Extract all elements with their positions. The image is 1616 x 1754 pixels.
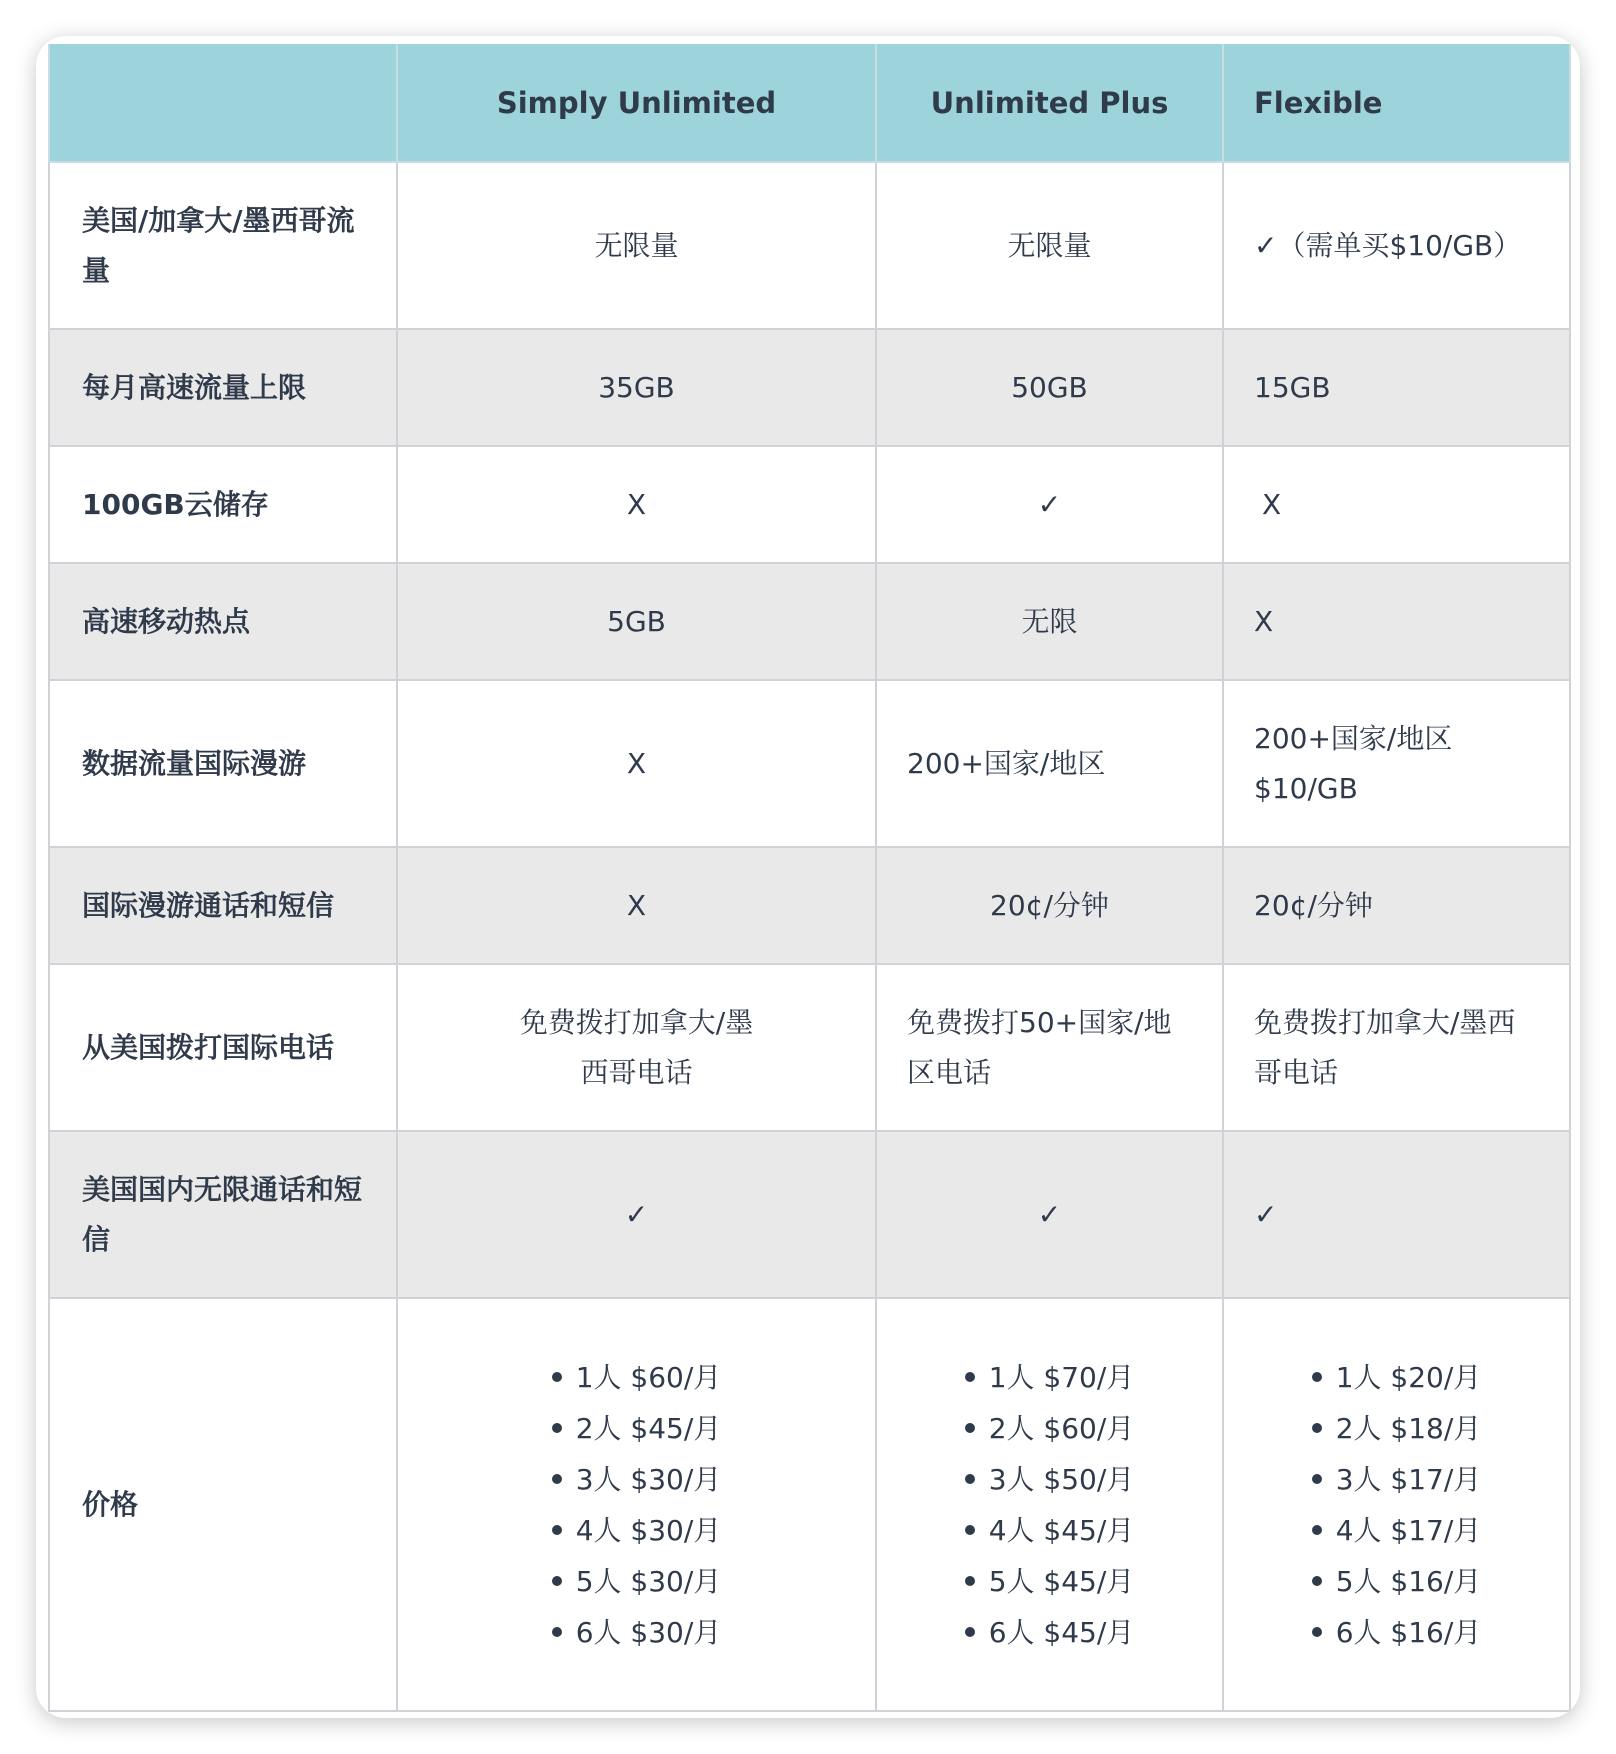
bullet-icon [552, 1372, 562, 1382]
row-label: 国际漫游通话和短信 [49, 847, 397, 964]
price-text: 4人 $30/月 [575, 1513, 722, 1547]
price-text: 1人 $20/月 [1335, 1360, 1482, 1394]
cell-flexible: 15GB [1223, 329, 1570, 446]
price-cell-simply-unlimited [397, 1298, 876, 1711]
row-label: 每月高速流量上限 [49, 329, 397, 446]
price-item [965, 1352, 1135, 1403]
price-list [552, 1352, 722, 1658]
bullet-icon [1312, 1627, 1322, 1637]
price-text: 6人 $30/月 [575, 1615, 722, 1649]
price-text: 2人 $60/月 [988, 1411, 1135, 1445]
bullet-icon [552, 1627, 562, 1637]
price-item [552, 1352, 722, 1403]
table-row [49, 964, 1570, 1131]
table-row [49, 847, 1570, 964]
price-item [965, 1403, 1135, 1454]
bullet-icon [965, 1474, 975, 1484]
table-row [49, 563, 1570, 680]
cell-flexible: 20¢/分钟 [1223, 847, 1570, 964]
row-label: 高速移动热点 [49, 563, 397, 680]
price-text: 1人 $60/月 [575, 1360, 722, 1394]
bullet-icon [965, 1627, 975, 1637]
price-text: 2人 $18/月 [1335, 1411, 1482, 1445]
price-text: 5人 $16/月 [1335, 1564, 1482, 1598]
cell-simply-unlimited: 35GB [397, 329, 876, 446]
row-label: 数据流量国际漫游 [49, 680, 397, 847]
header-flexible: Flexible [1223, 44, 1570, 162]
row-label: 从美国拨打国际电话 [49, 964, 397, 1131]
price-text: 6人 $16/月 [1335, 1615, 1482, 1649]
cell-flexible: X [1223, 446, 1570, 563]
price-text: 3人 $17/月 [1335, 1462, 1482, 1496]
bullet-icon [552, 1423, 562, 1433]
cell-flexible: X [1223, 563, 1570, 680]
row-label: 美国国内无限通话和短信 [49, 1131, 397, 1298]
table-row [49, 1131, 1570, 1298]
row-label: 价格 [49, 1298, 397, 1711]
cell-simply-unlimited: X [397, 680, 876, 847]
table-row [49, 329, 1570, 446]
header-simply-unlimited: Simply Unlimited [397, 44, 876, 162]
cell-flexible: ✓ [1223, 1131, 1570, 1298]
bullet-icon [1312, 1525, 1322, 1535]
price-row [49, 1298, 1570, 1711]
row-label: 美国/加拿大/墨西哥流量 [49, 162, 397, 329]
price-list [1312, 1352, 1482, 1658]
cell-unlimited-plus: ✓ [876, 446, 1223, 563]
price-item [1312, 1403, 1482, 1454]
price-text: 5人 $45/月 [988, 1564, 1135, 1598]
table-header-row [49, 44, 1570, 162]
table-row [49, 446, 1570, 563]
price-item [1312, 1607, 1482, 1658]
cell-unlimited-plus: 20¢/分钟 [876, 847, 1223, 964]
bullet-icon [552, 1525, 562, 1535]
price-item [552, 1403, 722, 1454]
bullet-icon [552, 1474, 562, 1484]
price-item [965, 1607, 1135, 1658]
table-row [49, 162, 1570, 329]
cell-unlimited-plus: 无限量 [876, 162, 1223, 329]
cell-unlimited-plus: 免费拨打50+国家/地区电话 [876, 964, 1223, 1131]
price-cell-flexible [1223, 1298, 1570, 1711]
cell-simply-unlimited: ✓ [397, 1131, 876, 1298]
price-cell-unlimited-plus [876, 1298, 1223, 1711]
bullet-icon [965, 1372, 975, 1382]
price-item [552, 1556, 722, 1607]
cell-unlimited-plus: ✓ [876, 1131, 1223, 1298]
price-text: 6人 $45/月 [988, 1615, 1135, 1649]
price-text: 3人 $50/月 [988, 1462, 1135, 1496]
cell-unlimited-plus: 200+国家/地区 [876, 680, 1223, 847]
bullet-icon [965, 1423, 975, 1433]
price-item [552, 1607, 722, 1658]
comparison-card [36, 36, 1580, 1718]
cell-simply-unlimited: 5GB [397, 563, 876, 680]
price-item [1312, 1505, 1482, 1556]
cell-simply-unlimited: 无限量 [397, 162, 876, 329]
cell-simply-unlimited: X [397, 446, 876, 563]
header-blank-cell [49, 44, 397, 162]
bullet-icon [965, 1576, 975, 1586]
price-item [965, 1505, 1135, 1556]
row-label: 100GB云储存 [49, 446, 397, 563]
price-text: 3人 $30/月 [575, 1462, 722, 1496]
price-text: 4人 $45/月 [988, 1513, 1135, 1547]
bullet-icon [1312, 1423, 1322, 1433]
table-row [49, 680, 1570, 847]
price-text: 4人 $17/月 [1335, 1513, 1482, 1547]
price-item [1312, 1454, 1482, 1505]
price-item [552, 1454, 722, 1505]
bullet-icon [1312, 1474, 1322, 1484]
price-text: 5人 $30/月 [575, 1564, 722, 1598]
price-item [552, 1505, 722, 1556]
bullet-icon [552, 1576, 562, 1586]
price-text: 1人 $70/月 [988, 1360, 1135, 1394]
price-item [965, 1454, 1135, 1505]
price-item [965, 1556, 1135, 1607]
cell-unlimited-plus: 无限 [876, 563, 1223, 680]
bullet-icon [1312, 1576, 1322, 1586]
cell-simply-unlimited: 免费拨打加拿大/墨西哥电话 [397, 964, 876, 1131]
header-unlimited-plus: Unlimited Plus [876, 44, 1223, 162]
price-text: 2人 $45/月 [575, 1411, 722, 1445]
price-list [965, 1352, 1135, 1658]
cell-flexible: 200+国家/地区 $10/GB [1223, 680, 1570, 847]
plan-comparison-table [48, 44, 1571, 1712]
cell-unlimited-plus: 50GB [876, 329, 1223, 446]
cell-simply-unlimited: X [397, 847, 876, 964]
bullet-icon [1312, 1372, 1322, 1382]
price-item [1312, 1352, 1482, 1403]
price-item [1312, 1556, 1482, 1607]
cell-flexible: ✓（需单买$10/GB） [1223, 162, 1570, 329]
cell-flexible: 免费拨打加拿大/墨西哥电话 [1223, 964, 1570, 1131]
bullet-icon [965, 1525, 975, 1535]
